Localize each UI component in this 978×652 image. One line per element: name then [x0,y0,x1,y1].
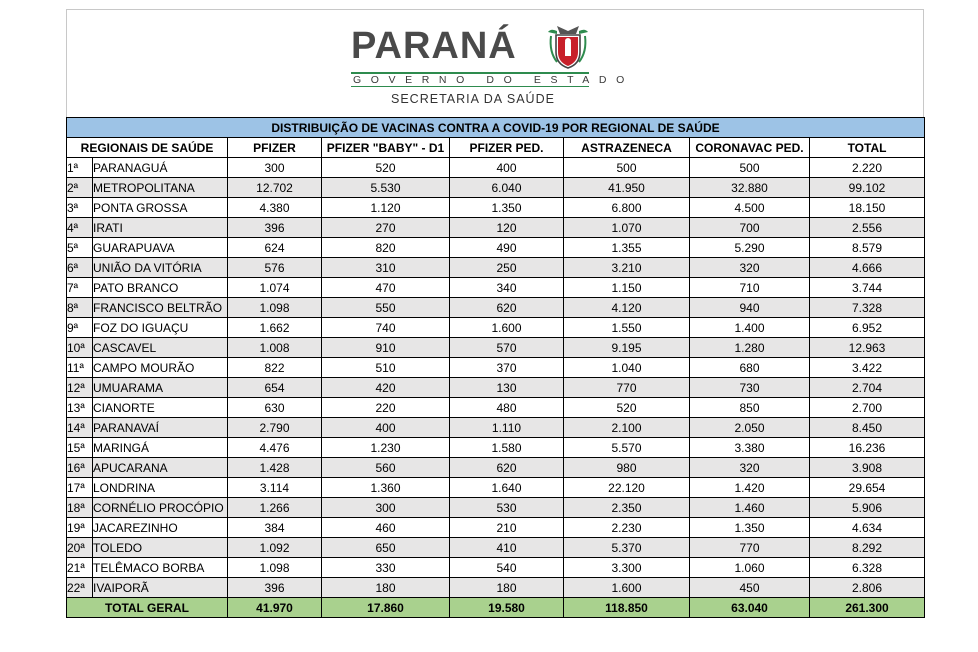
cell-pfizer-ped: 1.350 [450,198,564,218]
header-banner [66,9,924,117]
table-header-row [67,138,925,158]
cell-pfizer-baby: 1.230 [322,438,450,458]
region-name: PATO BRANCO [93,278,228,298]
cell-pfizer-baby: 5.530 [322,178,450,198]
cell-pfizer-ped: 480 [450,398,564,418]
cell-total: 99.102 [810,178,925,198]
row-index: 6ª [67,258,93,278]
cell-total: 2.556 [810,218,925,238]
cell-coronavac-ped: 5.290 [690,238,810,258]
cell-coronavac-ped: 450 [690,578,810,598]
cell-coronavac-ped: 850 [690,398,810,418]
cell-astrazeneca: 22.120 [564,478,690,498]
cell-pfizer: 300 [228,158,322,178]
cell-astrazeneca: 5.570 [564,438,690,458]
cell-astrazeneca: 1.040 [564,358,690,378]
cell-total: 2.704 [810,378,925,398]
column-header-pfizer-ped: PFIZER PED. [450,138,564,158]
cell-pfizer: 576 [228,258,322,278]
row-index: 2ª [67,178,93,198]
row-index: 3ª [67,198,93,218]
region-name: FOZ DO IGUAÇU [93,318,228,338]
cell-pfizer: 1.662 [228,318,322,338]
cell-coronavac-ped: 770 [690,538,810,558]
vaccine-distribution-table [66,117,925,618]
document-frame [66,9,924,620]
cell-pfizer-ped: 530 [450,498,564,518]
cell-pfizer-baby: 1.120 [322,198,450,218]
table-row [67,578,925,598]
cell-coronavac-ped: 680 [690,358,810,378]
region-name: CASCAVEL [93,338,228,358]
table-row [67,518,925,538]
row-index: 19ª [67,518,93,538]
cell-pfizer-ped: 120 [450,218,564,238]
cell-pfizer: 384 [228,518,322,538]
cell-coronavac-ped: 1.350 [690,518,810,538]
cell-total: 8.292 [810,538,925,558]
cell-astrazeneca: 770 [564,378,690,398]
cell-pfizer-baby: 1.360 [322,478,450,498]
cell-total: 2.220 [810,158,925,178]
parana-coat-of-arms-icon [545,22,591,70]
total-pfizer: 41.970 [228,598,322,618]
table-row [67,398,925,418]
table-row [67,538,925,558]
region-name: CAMPO MOURÃO [93,358,228,378]
cell-coronavac-ped: 320 [690,458,810,478]
cell-pfizer-ped: 620 [450,298,564,318]
logo-subtitle: GOVERNO DO ESTADO [353,74,634,86]
row-index: 13ª [67,398,93,418]
cell-pfizer-baby: 220 [322,398,450,418]
row-index: 5ª [67,238,93,258]
cell-pfizer-ped: 570 [450,338,564,358]
cell-astrazeneca: 1.600 [564,578,690,598]
table-row [67,438,925,458]
region-name: CIANORTE [93,398,228,418]
cell-pfizer-baby: 520 [322,158,450,178]
region-name: UNIÃO DA VITÓRIA [93,258,228,278]
row-index: 1ª [67,158,93,178]
cell-pfizer-ped: 540 [450,558,564,578]
cell-total: 3.908 [810,458,925,478]
region-name: IRATI [93,218,228,238]
table-row [67,238,925,258]
cell-pfizer-baby: 820 [322,238,450,258]
region-name: PARANAGUÁ [93,158,228,178]
column-header-coronavac-ped: CORONAVAC PED. [690,138,810,158]
cell-pfizer-ped: 490 [450,238,564,258]
cell-pfizer: 3.114 [228,478,322,498]
cell-pfizer-baby: 560 [322,458,450,478]
cell-astrazeneca: 520 [564,398,690,418]
cell-astrazeneca: 1.550 [564,318,690,338]
logo-wordmark: PARANÁ [351,25,517,67]
cell-pfizer-baby: 650 [322,538,450,558]
table-row [67,278,925,298]
region-name: GUARAPUAVA [93,238,228,258]
cell-pfizer-ped: 1.600 [450,318,564,338]
cell-coronavac-ped: 730 [690,378,810,398]
cell-astrazeneca: 3.210 [564,258,690,278]
region-name: CORNÉLIO PROCÓPIO [93,498,228,518]
row-index: 4ª [67,218,93,238]
cell-astrazeneca: 2.100 [564,418,690,438]
cell-pfizer-ped: 6.040 [450,178,564,198]
cell-pfizer: 396 [228,578,322,598]
total-row [67,598,925,618]
cell-pfizer-baby: 420 [322,378,450,398]
cell-astrazeneca: 6.800 [564,198,690,218]
cell-pfizer: 822 [228,358,322,378]
total-astrazeneca: 118.850 [564,598,690,618]
cell-coronavac-ped: 4.500 [690,198,810,218]
cell-pfizer: 654 [228,378,322,398]
cell-pfizer-ped: 620 [450,458,564,478]
cell-coronavac-ped: 320 [690,258,810,278]
row-index: 17ª [67,478,93,498]
cell-total: 4.666 [810,258,925,278]
row-index: 14ª [67,418,93,438]
column-header-astrazeneca: ASTRAZENECA [564,138,690,158]
cell-pfizer-ped: 1.640 [450,478,564,498]
cell-pfizer-baby: 300 [322,498,450,518]
cell-astrazeneca: 1.150 [564,278,690,298]
table-row [67,298,925,318]
cell-total: 18.150 [810,198,925,218]
cell-pfizer: 1.266 [228,498,322,518]
cell-coronavac-ped: 32.880 [690,178,810,198]
cell-pfizer-baby: 330 [322,558,450,578]
row-index: 7ª [67,278,93,298]
table-row [67,198,925,218]
cell-total: 29.654 [810,478,925,498]
cell-pfizer: 1.092 [228,538,322,558]
cell-pfizer: 1.428 [228,458,322,478]
total-pfizer-baby: 17.860 [322,598,450,618]
region-name: IVAIPORÃ [93,578,228,598]
cell-astrazeneca: 980 [564,458,690,478]
column-header-total: TOTAL [810,138,925,158]
cell-pfizer-ped: 180 [450,578,564,598]
region-name: PARANAVAÍ [93,418,228,438]
total-label: TOTAL GERAL [67,598,228,618]
cell-astrazeneca: 1.355 [564,238,690,258]
cell-coronavac-ped: 3.380 [690,438,810,458]
cell-pfizer-baby: 400 [322,418,450,438]
cell-pfizer: 2.790 [228,418,322,438]
cell-pfizer-ped: 210 [450,518,564,538]
region-name: APUCARANA [93,458,228,478]
cell-pfizer-ped: 1.580 [450,438,564,458]
column-header-pfizer: PFIZER [228,138,322,158]
cell-total: 8.450 [810,418,925,438]
cell-astrazeneca: 2.350 [564,498,690,518]
table-row [67,318,925,338]
cell-total: 12.963 [810,338,925,358]
region-name: MARINGÁ [93,438,228,458]
row-index: 16ª [67,458,93,478]
cell-coronavac-ped: 500 [690,158,810,178]
cell-pfizer: 12.702 [228,178,322,198]
cell-pfizer: 1.074 [228,278,322,298]
cell-pfizer-baby: 180 [322,578,450,598]
row-index: 18ª [67,498,93,518]
cell-pfizer-baby: 270 [322,218,450,238]
logo-rule-bottom [351,86,589,87]
cell-total: 5.906 [810,498,925,518]
region-name: METROPOLITANA [93,178,228,198]
cell-coronavac-ped: 940 [690,298,810,318]
cell-astrazeneca: 5.370 [564,538,690,558]
cell-coronavac-ped: 1.460 [690,498,810,518]
row-index: 10ª [67,338,93,358]
total-coronavac-ped: 63.040 [690,598,810,618]
cell-pfizer: 630 [228,398,322,418]
cell-pfizer: 396 [228,218,322,238]
cell-pfizer-ped: 340 [450,278,564,298]
cell-pfizer-baby: 310 [322,258,450,278]
region-name: TOLEDO [93,538,228,558]
cell-pfizer: 1.098 [228,298,322,318]
cell-astrazeneca: 41.950 [564,178,690,198]
row-index: 22ª [67,578,93,598]
table-row [67,558,925,578]
cell-pfizer-baby: 510 [322,358,450,378]
cell-coronavac-ped: 1.280 [690,338,810,358]
total-pfizer-ped: 19.580 [450,598,564,618]
row-index: 11ª [67,358,93,378]
cell-astrazeneca: 2.230 [564,518,690,538]
cell-pfizer-ped: 250 [450,258,564,278]
cell-coronavac-ped: 700 [690,218,810,238]
region-name: JACAREZINHO [93,518,228,538]
cell-pfizer: 4.476 [228,438,322,458]
cell-astrazeneca: 1.070 [564,218,690,238]
cell-pfizer: 624 [228,238,322,258]
table-row [67,498,925,518]
row-index: 12ª [67,378,93,398]
cell-pfizer: 1.008 [228,338,322,358]
cell-coronavac-ped: 710 [690,278,810,298]
cell-total: 3.422 [810,358,925,378]
table-row [67,218,925,238]
cell-total: 16.236 [810,438,925,458]
table-row [67,378,925,398]
table-row [67,178,925,198]
table-title: DISTRIBUIÇÃO DE VACINAS CONTRA A COVID-19 POR REGIONAL DE SAÚDE [67,118,925,138]
cell-pfizer-baby: 470 [322,278,450,298]
cell-total: 6.952 [810,318,925,338]
total-grand: 261.300 [810,598,925,618]
table-row [67,478,925,498]
region-name: UMUARAMA [93,378,228,398]
cell-total: 2.806 [810,578,925,598]
cell-astrazeneca: 9.195 [564,338,690,358]
cell-pfizer-ped: 370 [450,358,564,378]
cell-coronavac-ped: 2.050 [690,418,810,438]
cell-total: 8.579 [810,238,925,258]
row-index: 8ª [67,298,93,318]
row-index: 21ª [67,558,93,578]
column-header-pfizer-baby: PFIZER "BABY" - D1 [322,138,450,158]
table-row [67,158,925,178]
secretariat-label: SECRETARIA DA SAÚDE [391,92,555,106]
region-name: TELÊMACO BORBA [93,558,228,578]
cell-pfizer-ped: 410 [450,538,564,558]
cell-total: 4.634 [810,518,925,538]
cell-pfizer-ped: 130 [450,378,564,398]
cell-total: 2.700 [810,398,925,418]
region-name: FRANCISCO BELTRÃO [93,298,228,318]
row-index: 20ª [67,538,93,558]
cell-pfizer-ped: 1.110 [450,418,564,438]
row-index: 9ª [67,318,93,338]
parana-logo [351,24,634,110]
region-name: LONDRINA [93,478,228,498]
table-row [67,258,925,278]
cell-total: 3.744 [810,278,925,298]
table-row [67,358,925,378]
cell-total: 6.328 [810,558,925,578]
cell-pfizer-baby: 740 [322,318,450,338]
cell-pfizer-baby: 550 [322,298,450,318]
cell-pfizer-ped: 400 [450,158,564,178]
table-row [67,458,925,478]
cell-pfizer: 1.098 [228,558,322,578]
table-row [67,338,925,358]
cell-coronavac-ped: 1.060 [690,558,810,578]
cell-pfizer-baby: 460 [322,518,450,538]
cell-coronavac-ped: 1.400 [690,318,810,338]
cell-coronavac-ped: 1.420 [690,478,810,498]
table-row [67,418,925,438]
cell-astrazeneca: 4.120 [564,298,690,318]
cell-pfizer: 4.380 [228,198,322,218]
column-header-regional: REGIONAIS DE SAÚDE [67,138,228,158]
cell-astrazeneca: 500 [564,158,690,178]
row-index: 15ª [67,438,93,458]
cell-total: 7.328 [810,298,925,318]
region-name: PONTA GROSSA [93,198,228,218]
cell-astrazeneca: 3.300 [564,558,690,578]
cell-pfizer-baby: 910 [322,338,450,358]
